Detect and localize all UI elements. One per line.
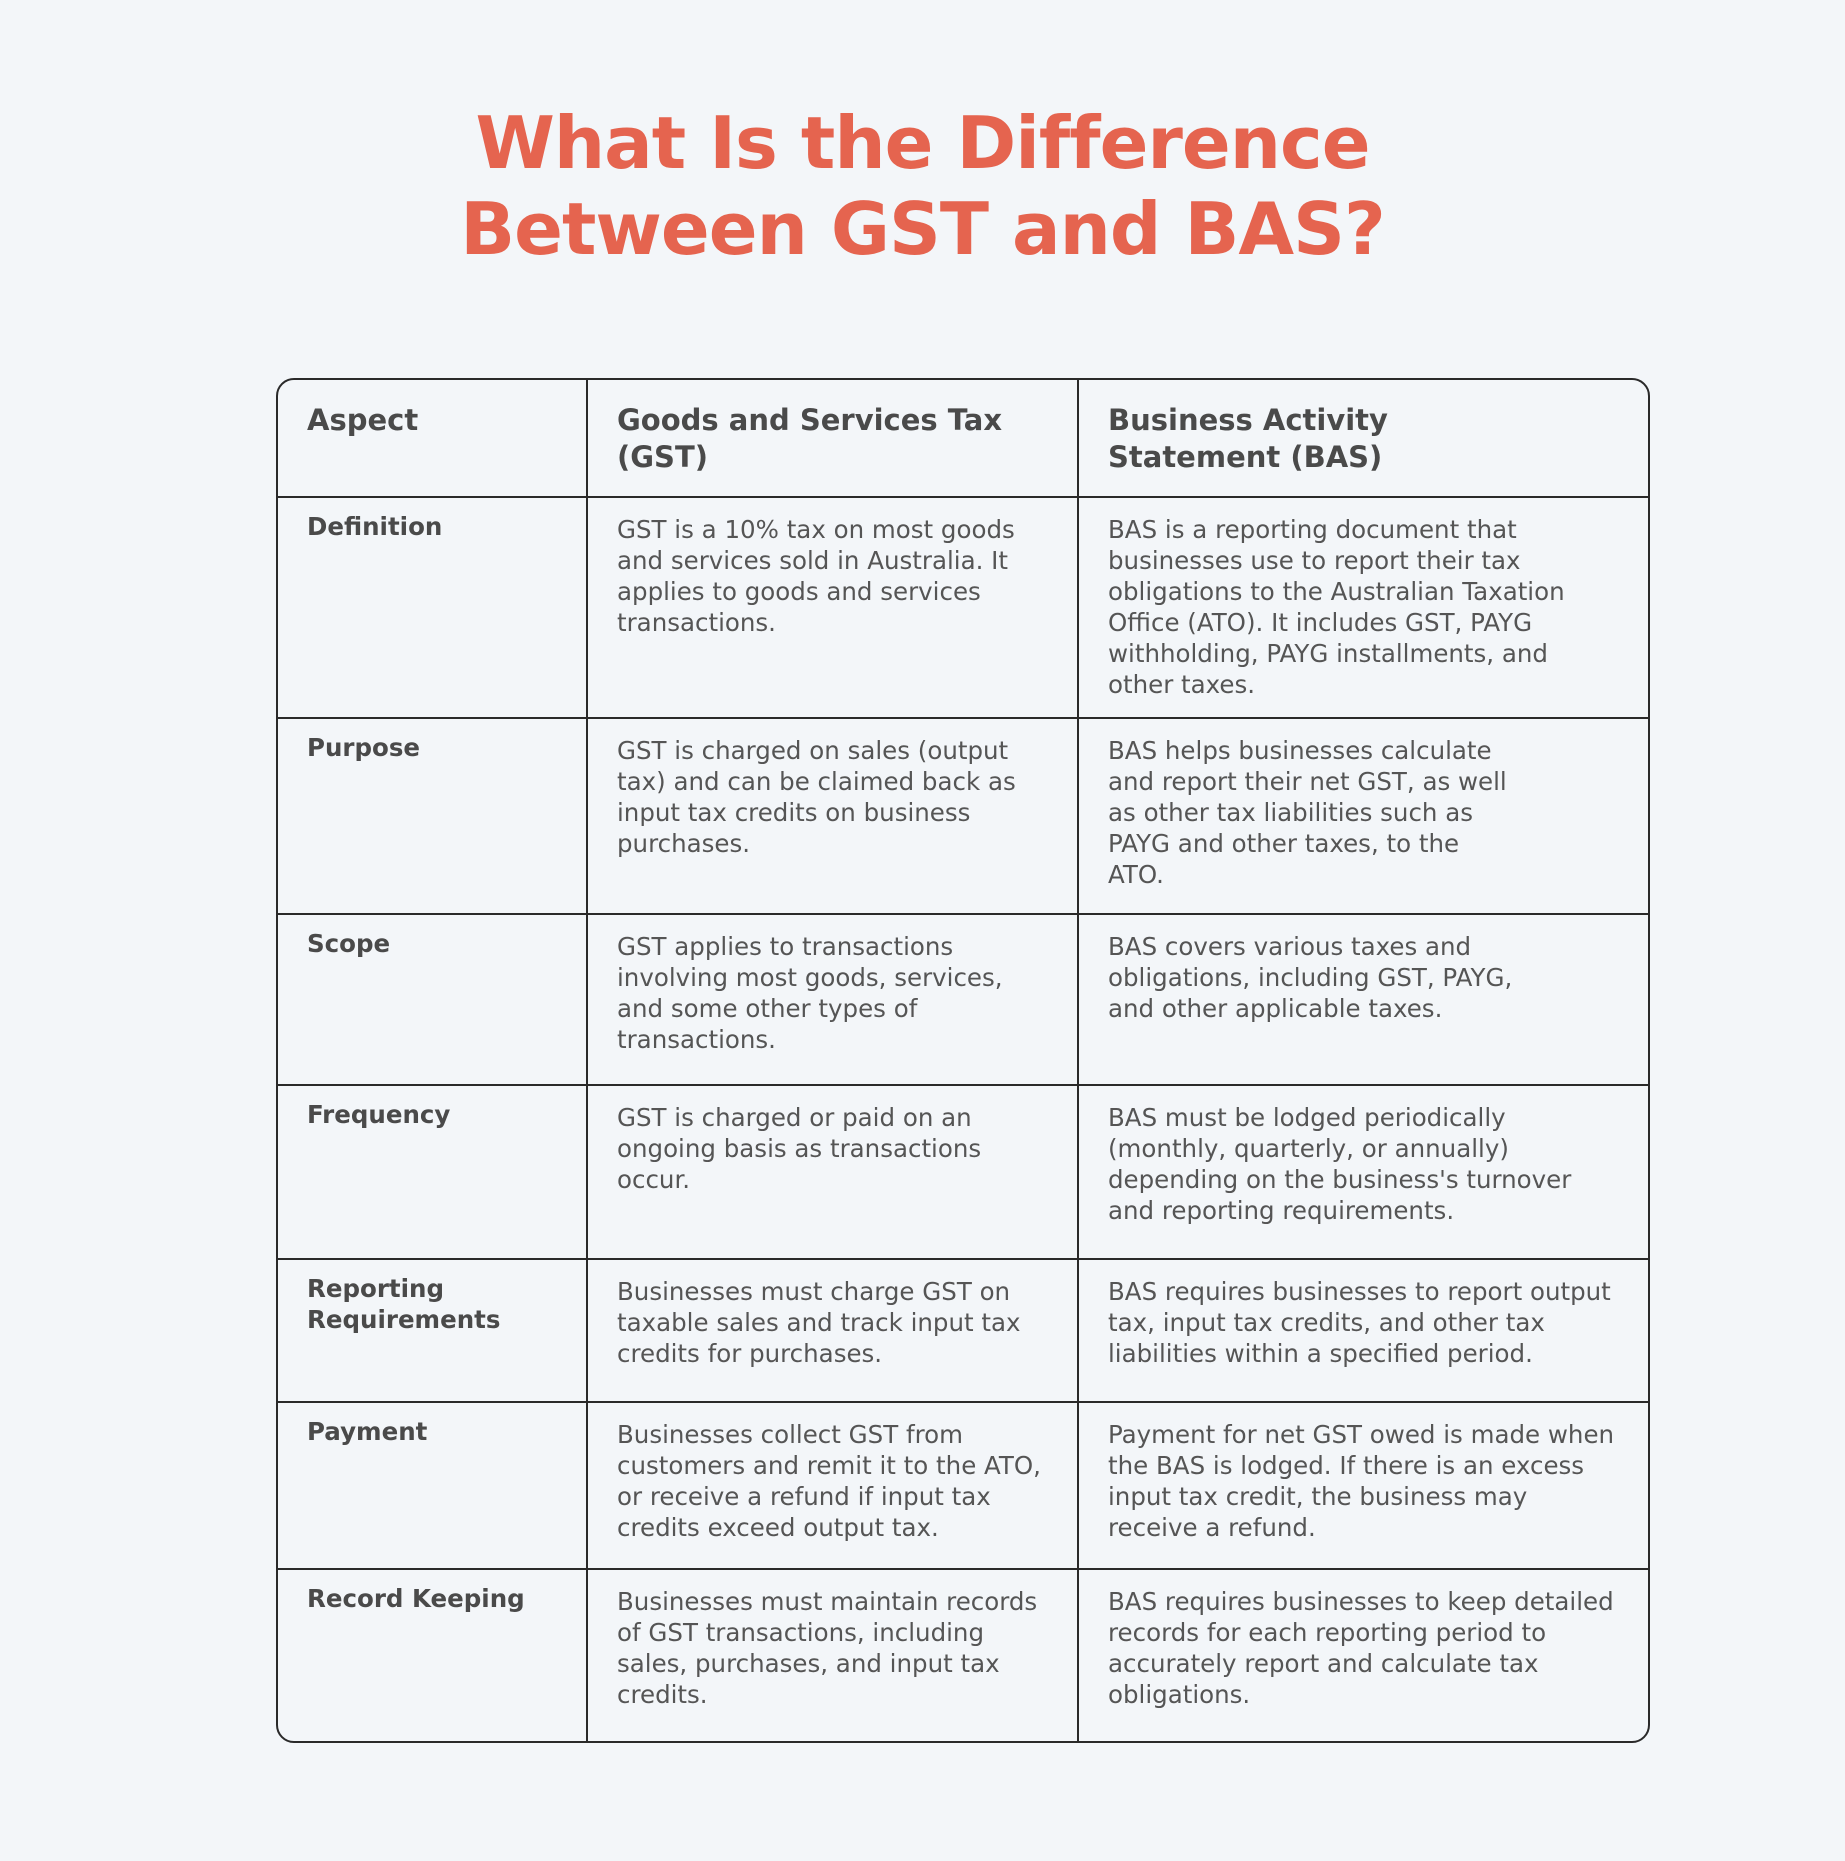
table-row <box>278 914 1648 1085</box>
comparison-table <box>278 380 1648 1743</box>
row-aspect: Frequency <box>278 1085 587 1259</box>
row-gst: GST is charged on sales (output tax) and can be claimed back as input tax credits on business purchases. <box>587 718 1078 914</box>
row-aspect: Payment <box>278 1402 587 1569</box>
row-aspect: Record Keeping <box>278 1569 587 1743</box>
table-row <box>278 718 1648 914</box>
table-row <box>278 1402 1648 1569</box>
page-title <box>0 100 1845 272</box>
table-row <box>278 497 1648 718</box>
row-gst: GST is a 10% tax on most goods and services sold in Australia. It applies to goods and services transactions. <box>587 497 1078 718</box>
row-bas <box>1078 718 1648 914</box>
table-row <box>278 1259 1648 1402</box>
row-bas: BAS requires businesses to report output tax, input tax credits, and other tax liabilities within a specified period. <box>1078 1259 1648 1402</box>
row-bas: BAS requires businesses to keep detailed records for each reporting period to accurately report and calculate tax obligations. <box>1078 1569 1648 1743</box>
row-bas: Payment for net GST owed is made when the BAS is lodged. If there is an excess input tax credit, the business may receive a refund. <box>1078 1402 1648 1569</box>
table-row <box>278 1085 1648 1259</box>
row-gst: GST is charged or paid on an ongoing basis as transactions occur. <box>587 1085 1078 1259</box>
row-aspect: Purpose <box>278 718 587 914</box>
title-line-1: What Is the Difference <box>475 101 1370 185</box>
row-gst: Businesses must maintain records of GST transactions, including sales, purchases, and input tax credits. <box>587 1569 1078 1743</box>
header-bas-label: Business Activity Statement (BAS) <box>1108 403 1388 474</box>
row-gst: Businesses collect GST from customers and remit it to the ATO, or receive a refund if input tax credits exceed output tax. <box>587 1402 1078 1569</box>
row-bas: BAS is a reporting document that businesses use to report their tax obligations to the Australian Taxation Office (ATO). It includes GST, PAYG withholding, PAYG installments, and other taxes. <box>1078 497 1648 718</box>
row-bas-text: BAS helps businesses calculate and report their net GST, as well as other tax liabilities such as PAYG and other taxes, to the ATO. <box>1108 736 1507 889</box>
row-gst: GST applies to transactions involving most goods, services, and some other types of transactions. <box>587 914 1078 1085</box>
row-aspect: Reporting Requirements <box>278 1259 587 1402</box>
row-aspect: Scope <box>278 914 587 1085</box>
row-bas: BAS must be lodged periodically (monthly, quarterly, or annually) depending on the business's turnover and reporting requirements. <box>1078 1085 1648 1259</box>
header-gst: Goods and Services Tax (GST) <box>587 380 1078 497</box>
table-header-row <box>278 380 1648 497</box>
title-line-2: Between GST and BAS? <box>460 187 1385 271</box>
row-bas-text: BAS covers various taxes and obligations, including GST, PAYG, and other applicable taxes. <box>1108 932 1513 1023</box>
row-bas <box>1078 914 1648 1085</box>
row-gst: Businesses must charge GST on taxable sales and track input tax credits for purchases. <box>587 1259 1078 1402</box>
comparison-table-container <box>276 378 1650 1743</box>
row-aspect: Definition <box>278 497 587 718</box>
table-row <box>278 1569 1648 1743</box>
header-bas <box>1078 380 1648 497</box>
header-aspect: Aspect <box>278 380 587 497</box>
